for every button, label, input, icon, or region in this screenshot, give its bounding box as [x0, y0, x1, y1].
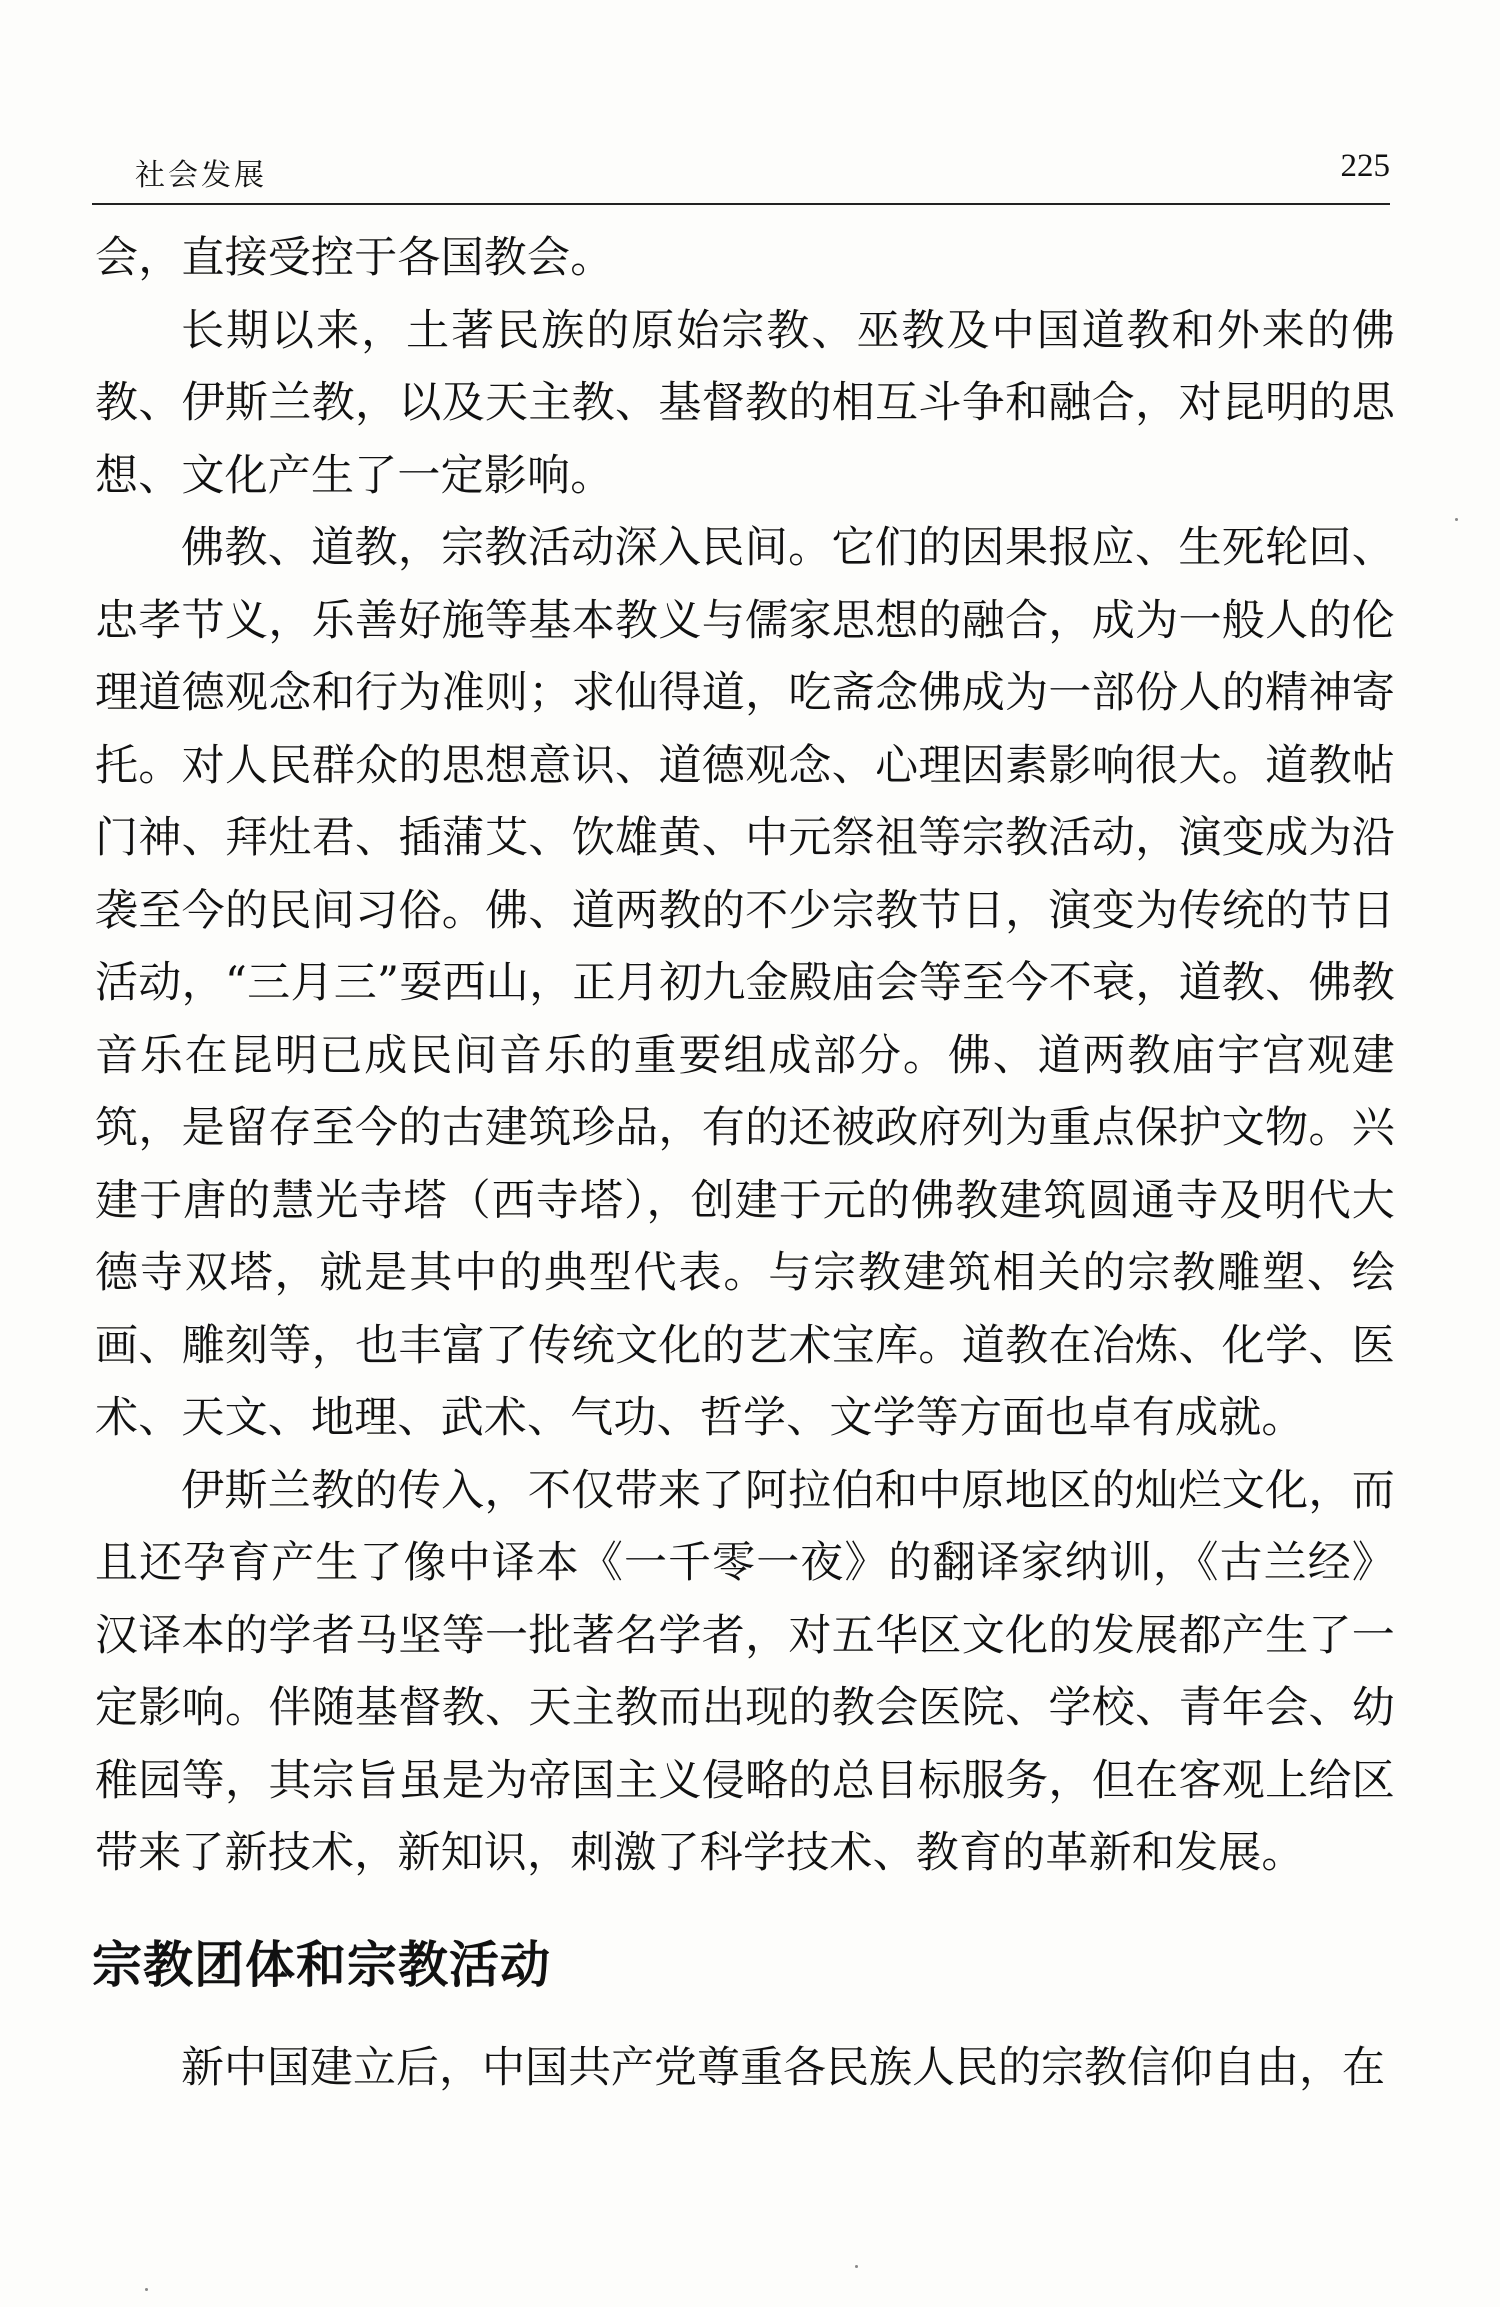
scan-speck: [145, 2288, 148, 2291]
scan-speck: [855, 2265, 858, 2268]
section-body-text: [95, 2032, 1395, 2105]
paragraph: 新中国建立后，中国共产党尊重各民族人民的宗教信仰自由，在: [181, 2043, 1385, 2093]
page-number: 225: [1340, 148, 1390, 184]
paragraph: 伊斯兰教的传入，不仅带来了阿拉伯和中原地区的灿烂文化，而且还孕育产生了像中译本《一千零一夜》的翻译家纳训，《古兰经》汉译本的学者马坚等一批著名学者，对五华区文化的发展都产生了一定影响。伴随基督教、天主教而出现的教会医院、学校、青年会、幼稚园等，其宗旨虽是为帝国主义侵略的总目标服务，但在客观上给区带来了新技术，新知识，刺激了科学技术、教育的革新和发展。: [95, 1465, 1395, 1878]
header-rule: [92, 203, 1390, 205]
paragraph: 佛教、道教，宗教活动深入民间。它们的因果报应、生死轮回、忠孝节义，乐善好施等基本教义与儒家思想的融合，成为一般人的伦理道德观念和行为准则；求仙得道，吃斋念佛成为一部份人的精神寄托。对人民群众的思想意识、道德观念、心理因素影响很大。道教帖门神、拜灶君、插蒲艾、饮雄黄、中元祭祖等宗教活动，演变成为沿袭至今的民间习俗。佛、道两教的不少宗教节日，演变为传统的节日活动，“三月三”耍西山，正月初九金殿庙会等至今不衰，道教、佛教音乐在昆明已成民间音乐的重要组成部分。佛、道两教庙宇宫观建筑，是留存至今的古建筑珍品，有的还被政府列为重点保护文物。兴建于唐的慧光寺塔（西寺塔），创建于元的佛教建筑圆通寺及明代大德寺双塔，就是其中的典型代表。与宗教建筑相关的宗教雕塑、绘画、雕刻等，也丰富了传统文化的艺术宝库。道教在冶炼、化学、医术、天文、地理、武术、气功、哲学、文学等方面也卓有成就。: [95, 523, 1395, 1443]
running-title: 社会发展: [135, 158, 267, 193]
paragraph: 长期以来，土著民族的原始宗教、巫教及中国道教和外来的佛教、伊斯兰教，以及天主教、基督教的相互斗争和融合，对昆明的思想、文化产生了一定影响。: [95, 305, 1395, 501]
running-header: [135, 140, 1390, 200]
paragraph-continued: 会，直接受控于各国教会。: [95, 233, 614, 283]
scan-speck: [1455, 518, 1458, 521]
section-heading: 宗教团体和宗教活动: [92, 1936, 551, 1994]
body-text: [95, 222, 1395, 1890]
